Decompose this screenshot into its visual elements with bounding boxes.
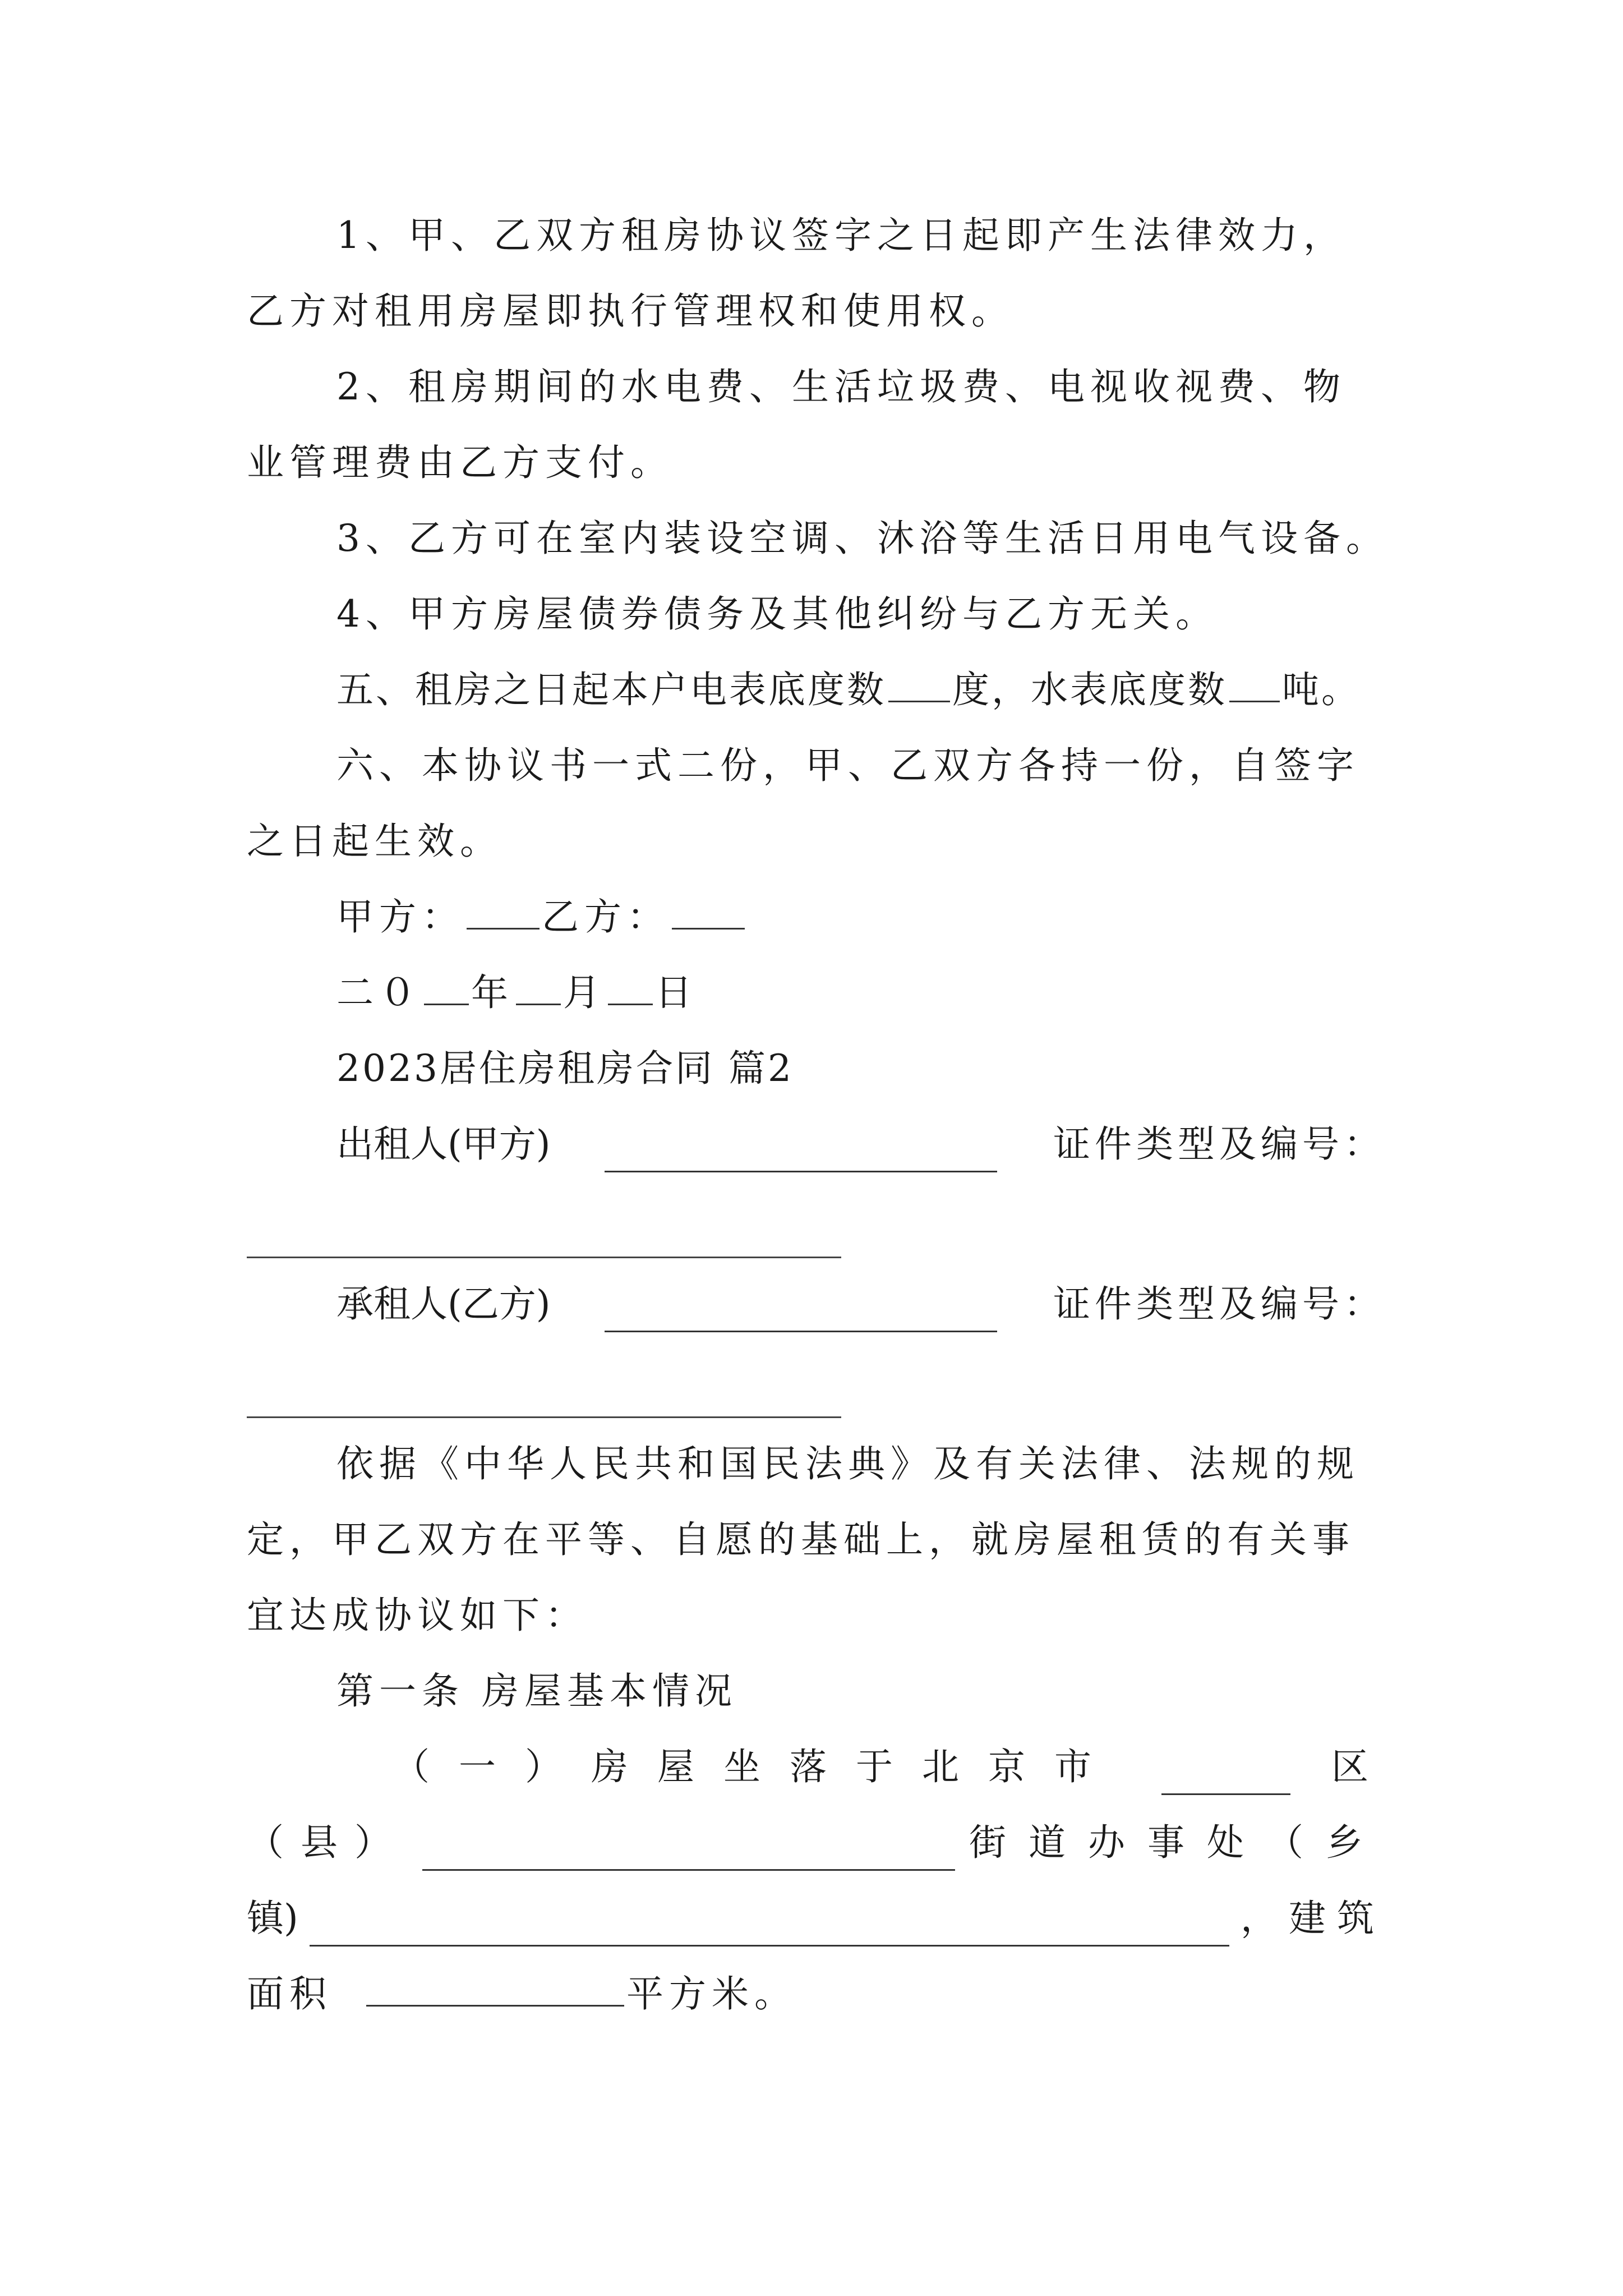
party-a-label: 甲方：	[336, 895, 464, 938]
county-blank[interactable]	[422, 1835, 955, 1871]
district-blank[interactable]	[1161, 1760, 1290, 1795]
party-b-label: 乙方：	[542, 895, 670, 938]
day-blank[interactable]	[608, 970, 653, 1005]
area-label: 面积	[247, 1972, 332, 2016]
clause-5	[336, 662, 1361, 718]
lessor-line	[336, 1116, 1385, 1172]
lessee-id-blank[interactable]	[247, 1416, 841, 1418]
area-blank[interactable]	[366, 1971, 624, 2007]
basis-line-3: 宜达成协议如下：	[247, 1594, 588, 1637]
date-line	[336, 965, 698, 1021]
build-label: ，建筑	[1241, 1897, 1385, 1940]
area-line	[247, 1966, 797, 2022]
county-label: （县）	[247, 1821, 408, 1864]
clause-1-line-1: 1、甲、乙双方租房协议签字之日起即产生法律效力，	[336, 214, 1346, 257]
clause-5-text-2: 度，水表底度数	[952, 668, 1227, 711]
lessor-id-label: 证件类型及编号：	[1053, 1122, 1385, 1166]
lessee-name-blank[interactable]	[605, 1297, 997, 1332]
party-a-blank[interactable]	[467, 894, 540, 930]
party-b-blank[interactable]	[672, 894, 745, 930]
signature-line	[336, 889, 747, 945]
year-label: 年	[471, 971, 514, 1014]
location-line-2	[247, 1815, 1385, 1871]
lessee-id-label: 证件类型及编号：	[1053, 1282, 1385, 1326]
clause-5-text-1: 五、租房之日起本户电表底度数	[336, 668, 886, 711]
location-line-1	[393, 1739, 1385, 1795]
day-label: 日	[655, 971, 698, 1014]
district-label: 区	[1331, 1745, 1385, 1788]
basis-line-2: 定，甲乙双方在平等、自愿的基础上，就房屋租赁的有关事	[247, 1518, 1355, 1561]
clause-6-line-1: 六、本协议书一式二份，甲、乙双方各持一份，自签字	[336, 744, 1359, 787]
year-blank[interactable]	[424, 970, 469, 1005]
date-prefix: 二０	[336, 971, 422, 1014]
basis-line-1: 依据《中华人民共和国民法典》及有关法律、法规的规	[336, 1442, 1359, 1485]
lessor-id-blank[interactable]	[247, 1257, 841, 1258]
lessee-label: 承租人(乙方)	[336, 1282, 551, 1326]
clause-1-line-2: 乙方对租用房屋即执行管理权和使用权。	[247, 289, 1014, 333]
lessee-line	[336, 1276, 1385, 1332]
street-label: 街道办事处（乡	[969, 1821, 1385, 1864]
location-line-3	[247, 1890, 1385, 1947]
electric-meter-blank[interactable]	[888, 667, 950, 702]
clause-4: 4、甲方房屋债券债务及其他纠纷与乙方无关。	[336, 592, 1218, 636]
lessor-label: 出租人(甲方)	[336, 1122, 551, 1166]
location-text: （一）房屋坐落于北京市	[393, 1745, 1121, 1788]
clause-2-line-1: 2、租房期间的水电费、生活垃圾费、电视收视费、物	[336, 365, 1346, 408]
clause-5-text-3: 吨。	[1282, 668, 1361, 711]
town-label: 镇)	[247, 1897, 298, 1940]
town-blank[interactable]	[310, 1911, 1229, 1947]
clause-6-line-2: 之日起生效。	[247, 820, 502, 863]
contract-heading: 2023居住房租房合同 篇2	[336, 1047, 794, 1090]
area-unit: 平方米。	[626, 1972, 797, 2016]
clause-2-line-2: 业管理费由乙方支付。	[247, 441, 673, 484]
article-1-title: 第一条 房屋基本情况	[336, 1669, 737, 1713]
month-label: 月	[563, 971, 606, 1014]
lessor-name-blank[interactable]	[605, 1137, 997, 1172]
water-meter-blank[interactable]	[1229, 667, 1280, 702]
month-blank[interactable]	[516, 970, 561, 1005]
clause-3: 3、乙方可在室内装设空调、沐浴等生活日用电气设备。	[336, 517, 1389, 560]
